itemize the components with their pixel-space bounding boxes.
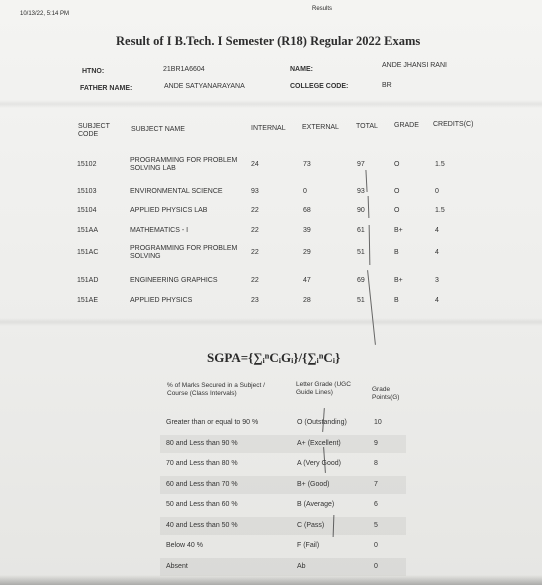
grade-scale-range: Absent — [166, 562, 188, 570]
grade-scale-row — [160, 558, 406, 576]
college-code-value: BR — [382, 82, 392, 89]
result-external-cell: 73 — [303, 161, 311, 168]
grade-scale-row — [160, 455, 406, 473]
grade-scale-range: Below 40 % — [166, 542, 203, 549]
father-name-value: ANDE SATYANARAYANA — [164, 83, 245, 90]
father-name-label: FATHER NAME: — [80, 85, 133, 92]
sgpa-formula: SGPA={∑ᵢⁿCᵢGᵢ}/{∑ᵢⁿCᵢ} — [207, 350, 341, 365]
result-internal-cell: 22 — [251, 277, 259, 284]
grade-scale-row — [160, 517, 406, 535]
grade-scale-letter: C (Pass) — [297, 521, 325, 529]
result-credits-cell: 0 — [435, 188, 439, 195]
result-external-cell: 29 — [303, 249, 311, 256]
result-code-cell: 151AD — [77, 277, 99, 284]
header-letter-grade: Letter Grade (UGC Guide Lines) — [296, 381, 351, 396]
grade-scale-letter: O (Outstanding) — [297, 419, 347, 426]
result-internal-cell: 22 — [251, 227, 259, 234]
result-grade-cell: O — [394, 161, 400, 168]
grade-scale-row — [160, 476, 406, 494]
grade-scale-range: 70 and Less than 80 % — [166, 460, 238, 467]
grade-scale-points: 10 — [374, 419, 382, 426]
result-total-cell: 90 — [357, 207, 365, 214]
result-code-cell: 15102 — [77, 161, 97, 168]
result-name-cell: MATHEMATICS - I — [130, 227, 189, 234]
grade-scale-row — [160, 537, 406, 555]
header-marks-range: % of Marks Secured in a Subject / Course (Class Intervals) — [167, 382, 265, 397]
result-name-cell: PROGRAMMING FOR PROBLEM SOLVING LAB — [130, 157, 238, 172]
result-code-cell: 15103 — [77, 188, 97, 195]
result-total-cell: 93 — [357, 188, 365, 195]
result-credits-cell: 3 — [435, 277, 439, 284]
header-subject-code: SUBJECT CODE — [78, 123, 110, 138]
result-code-cell: 151AA — [77, 227, 99, 234]
result-grade-cell: O — [394, 207, 400, 214]
grade-scale-letter: A (Very Good) — [297, 460, 341, 467]
result-external-cell: 68 — [303, 207, 311, 214]
result-credits-cell: 4 — [435, 249, 439, 256]
header-subject-name: SUBJECT NAME — [131, 126, 185, 133]
result-external-cell: 0 — [303, 188, 307, 195]
result-code-cell: 15104 — [77, 207, 97, 214]
result-name-cell: PROGRAMMING FOR PROBLEM SOLVING — [130, 245, 238, 260]
result-code-cell: 151AC — [77, 249, 99, 256]
result-external-cell: 28 — [303, 297, 311, 304]
grade-scale-row — [160, 414, 406, 432]
grade-scale-range: 80 and Less than 90 % — [166, 439, 238, 447]
grade-scale-points: 0 — [374, 562, 378, 570]
grade-scale-points: 6 — [374, 501, 378, 508]
result-grade-cell: B — [394, 297, 399, 304]
header-total: TOTAL — [356, 123, 378, 130]
header-external: EXTERNAL — [302, 124, 339, 131]
result-total-cell: 69 — [357, 277, 365, 284]
result-code-cell: 151AE — [77, 297, 99, 304]
grade-scale-range: 60 and Less than 70 % — [166, 480, 238, 488]
header-grade-points: Grade Points(G) — [372, 386, 400, 401]
name-value: ANDE JHANSI RANI — [382, 62, 447, 69]
result-internal-cell: 93 — [251, 188, 259, 195]
grade-scale-range: 40 and Less than 50 % — [166, 521, 238, 529]
result-internal-cell: 23 — [251, 297, 259, 304]
grade-scale-range: 50 and Less than 60 % — [166, 501, 238, 508]
result-name-cell: APPLIED PHYSICS — [130, 297, 193, 304]
grade-scale-points: 0 — [374, 542, 378, 549]
result-internal-cell: 22 — [251, 249, 259, 256]
result-total-cell: 51 — [357, 249, 365, 256]
header-credits: CREDITS(C) — [433, 121, 474, 128]
grade-scale-letter: Ab — [297, 562, 306, 570]
header-grade: GRADE — [394, 122, 419, 129]
result-grade-cell: O — [394, 188, 400, 195]
paper-fold — [0, 318, 542, 326]
result-grade-cell: B+ — [394, 227, 403, 234]
grade-scale-range: Greater than or equal to 90 % — [166, 419, 259, 426]
grade-scale-row — [160, 496, 406, 514]
result-name-cell: ENGINEERING GRAPHICS — [130, 277, 218, 284]
paper-edge-shadow — [0, 575, 542, 585]
header-internal: INTERNAL — [251, 125, 286, 132]
result-total-cell: 51 — [357, 297, 365, 304]
htno-label: HTNO: — [82, 68, 105, 75]
result-name-cell: APPLIED PHYSICS LAB — [130, 207, 208, 214]
grade-scale-letter: B+ (Good) — [297, 480, 330, 488]
print-page-title: Results — [312, 6, 333, 12]
result-internal-cell: 24 — [251, 161, 259, 168]
result-total-cell: 97 — [357, 161, 365, 168]
name-label: NAME: — [290, 66, 313, 73]
result-name-cell: ENVIRONMENTAL SCIENCE — [130, 188, 223, 195]
result-grade-cell: B — [394, 249, 399, 256]
result-credits-cell: 4 — [435, 227, 439, 234]
college-code-label: COLLEGE CODE: — [290, 83, 349, 90]
pen-mark — [365, 170, 367, 192]
grade-scale-row — [160, 435, 406, 453]
result-credits-cell: 1.5 — [435, 161, 445, 168]
result-grade-cell: B+ — [394, 277, 403, 284]
result-external-cell: 39 — [303, 227, 311, 234]
result-external-cell: 47 — [303, 277, 311, 284]
print-timestamp: 10/13/22, 5:14 PM — [20, 11, 70, 17]
grade-scale-letter: B (Average) — [297, 501, 335, 508]
paper-fold — [0, 100, 542, 108]
result-internal-cell: 22 — [251, 207, 259, 214]
grade-scale-points: 7 — [374, 480, 378, 488]
grade-scale-letter: A+ (Excellent) — [297, 439, 341, 447]
grade-scale-points: 9 — [374, 439, 378, 447]
document-title: Result of I B.Tech. I Semester (R18) Regular 2022 Exams — [116, 34, 421, 48]
result-total-cell: 61 — [357, 227, 365, 234]
grade-scale-points: 5 — [374, 521, 378, 529]
htno-value: 21BR1A6604 — [163, 66, 205, 73]
result-credits-cell: 1.5 — [435, 207, 445, 214]
grade-scale-letter: F (Fail) — [297, 542, 320, 549]
grade-scale-points: 8 — [374, 460, 378, 467]
result-credits-cell: 4 — [435, 297, 439, 304]
